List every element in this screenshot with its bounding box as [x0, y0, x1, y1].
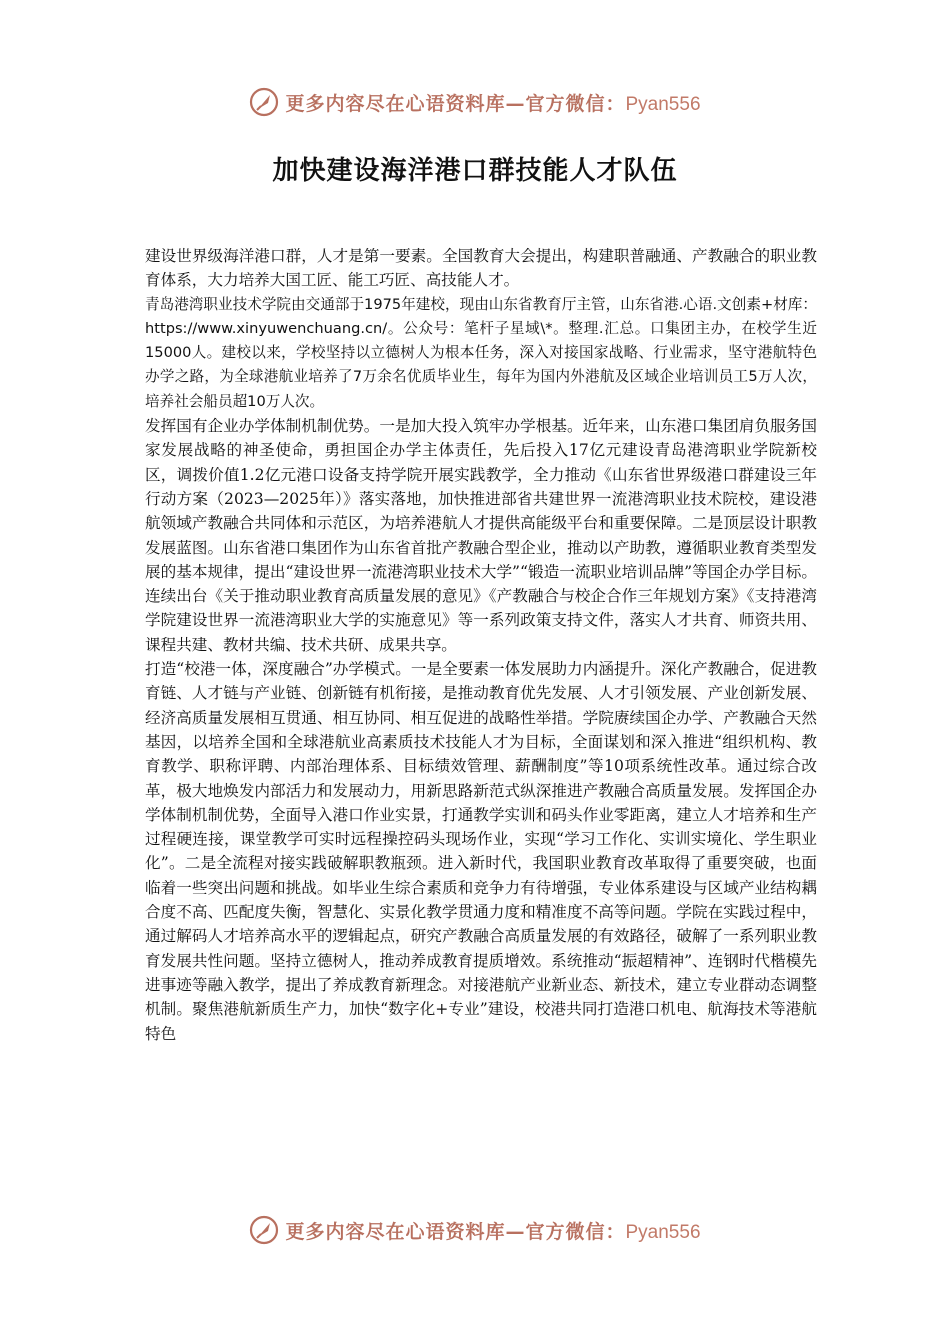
paragraph: 青岛港湾职业技术学院由交通部于1975年建校，现由山东省教育厅主管，山东省港.心语.文创素+材库：https://www.xinyuwenchuang.cn/。公众号：笔杆子星域\*。整理.汇总。口集团主办，在校学生近15000人。建校以来，学校坚持以立德树人为根本任务，深入对接国家战略、行业需求，坚守港航特色办学之路，为全球港航业培养了7万余名优质毕业生，每年为国内外港航及区域企业培训员工5万人次，培养社会船员超10万人次。 — [145, 295, 817, 410]
quill-logo-icon — [249, 87, 279, 117]
banner-text: 更多内容尽在心语资料库—官方微信：Pyan556 — [285, 1220, 701, 1243]
document-body — [145, 244, 817, 1190]
footer-watermark-banner — [0, 1208, 950, 1252]
paragraph: 建设世界级海洋港口群，人才是第一要素。全国教育大会提出，构建职普融通、产教融合的职业教育体系，大力培养大国工匠、能工巧匠、高技能人才。 — [145, 247, 817, 290]
paragraph: 打造“校港一体，深度融合”办学模式。一是全要素一体发展助力内涵提升。深化产教融合，促进教育链、人才链与产业链、创新链有机衔接，是推动教育优先发展、人才引领发展、产业创新发展、经济高质量发展相互贯通、相互协同、相互促进的战略性举措。学院赓续国企办学、产教融合天然基因，以培养全国和全球港航业高素质技术技能人才为目标，全面谋划和深入推进“组织机构、教育教学、职称评聘、内部治理体系、目标绩效管理、薪酬制度”等10项系统性改革。通过综合改革，极大地焕发内部活力和发展动力，用新思路新范式纵深推进产教融合高质量发展。发挥国企办学体制机制优势，全面导入港口作业实景，打通教学实训和码头作业零距离，建立人才培养和生产过程硬连接，课堂教学可实时远程操控码头现场作业，实现“学习工作化、实训实境化、学生职业化”。二是全流程对接实践破解职教瓶颈。进入新时代，我国职业教育改革取得了重要突破，也面临着一些突出问题和挑战。如毕业生综合素质和竞争力有待增强，专业体系建设与区域产业结构耦合度不高、匹配度失衡，智慧化、实景化教学贯通力度和精准度不高等问题。学院在实践过程中，通过解码人才培养高水平的逻辑起点，研究产教融合高质量发展的有效路径，破解了一系列职业教育发展共性问题。坚持立德树人，推动养成教育提质增效。系统推动“振超精神”、连钢时代楷模先进事迹等融入教学，提出了养成教育新理念。对接港航产业新业态、新技术，建立专业群动态调整机制。聚焦港航新质生产力，加快“数字化+专业”建设，校港共同打造港口机电、航海技术等港航特色 — [145, 660, 817, 1043]
paragraph: 发挥国有企业办学体制机制优势。一是加大投入筑牢办学根基。近年来，山东港口集团肩负服务国家发展战略的神圣使命，勇担国企办学主体责任，先后投入17亿元建设青岛港湾职业学院新校区，调拨价值1.2亿元港口设备支持学院开展实践教学，全力推动《山东省世界级港口群建设三年行动方案（2023—2025年）》落实落地，加快推进部省共建世界一流港湾职业技术院校，建设港航领域产教融合共同体和示范区，为培养港航人才提供高能级平台和重要保障。二是顶层设计职教发展蓝图。山东省港口集团作为山东省首批产教融合型企业，推动以产助教，遵循职业教育类型发展的基本规律，提出“建设世界一流港湾职业技术大学”“锻造一流职业培训品牌”等国企办学目标。连续出台《关于推动职业教育高质量发展的意见》《产教融合与校企合作三年规划方案》《支持港湾学院建设世界一流港湾职业大学的实施意见》等一系列政策支持文件，落实人才共育、师资共用、课程共建、教材共编、技术共研、成果共享。 — [145, 417, 817, 654]
banner-handle: Pyan556 — [625, 93, 701, 115]
banner-text: 更多内容尽在心语资料库—官方微信：Pyan556 — [285, 92, 701, 115]
quill-logo-icon — [249, 1215, 279, 1245]
document-title: 加快建设海洋港口群技能人才队伍 — [272, 156, 678, 186]
header-watermark-banner — [0, 80, 950, 124]
banner-handle: Pyan556 — [625, 1221, 701, 1243]
